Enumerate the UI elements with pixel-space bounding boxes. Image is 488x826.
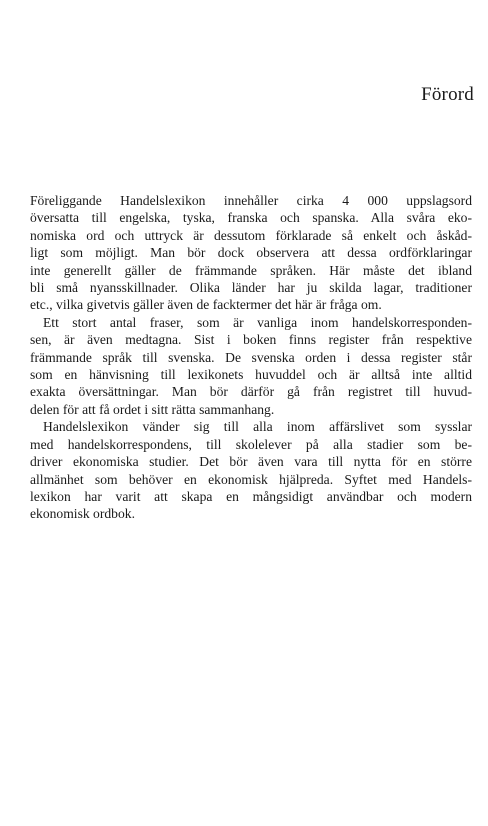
text-line: inte generellt gäller de främmande språken. Här måste det ibland [30,262,472,278]
text-line: översatta till engelska, tyska, franska och spanska. Alla svåra eko- [30,210,472,226]
text-line: exakta översättningar. Man bör därför gå från registret till huvud- [30,384,472,400]
paragraph-2 [30,314,472,418]
text-line: lexikon har varit att skapa en mångsidigt användbar och modern [30,488,472,504]
text-line: bli små nyansskillnader. Olika länder har ju skilda lagar, traditioner [30,280,472,296]
text-line: främmande språk till svenska. De svenska orden i dessa register står [30,349,472,365]
preface-text [30,192,472,523]
text-line: etc., vilka givetvis gäller även de facktermer det här är fråga om. [30,297,382,313]
text-line: Föreliggande Handelslexikon innehåller cirka 4 000 uppslagsord [30,193,472,208]
paragraph-1 [30,192,472,314]
text-line: nomiska ord och uttryck är dessutom förklarade så enkelt och åskåd- [30,227,472,243]
text-line: ligt som möjligt. Man bör dock observera att dessa ordförklaringar [30,245,472,261]
text-line: Handelslexikon vänder sig till alla inom affärslivet som sysslar [43,419,472,435]
page-title: Förord [421,84,474,105]
paragraph-3 [30,418,472,522]
text-line: som en hänvisning till lexikonets huvuddel och är alltså inte alltid [30,367,472,383]
text-line: sen, är även medtagna. Sist i boken finns register från respektive [30,332,472,348]
text-line: med handelskorrespondens, till skolelever på alla stadier som be- [30,436,472,452]
text-line: Ett stort antal fraser, som är vanliga inom handelskorresponden- [43,314,472,330]
text-line: driver ekonomiska studier. Det bör även vara till nytta för en större [30,454,472,470]
text-line: ekonomisk ordbok. [30,506,135,522]
text-line: delen för att få ordet i sitt rätta sammanhang. [30,401,275,417]
text-line: allmänhet som behöver en ekonomisk hjälpreda. Syftet med Handels- [30,471,472,487]
